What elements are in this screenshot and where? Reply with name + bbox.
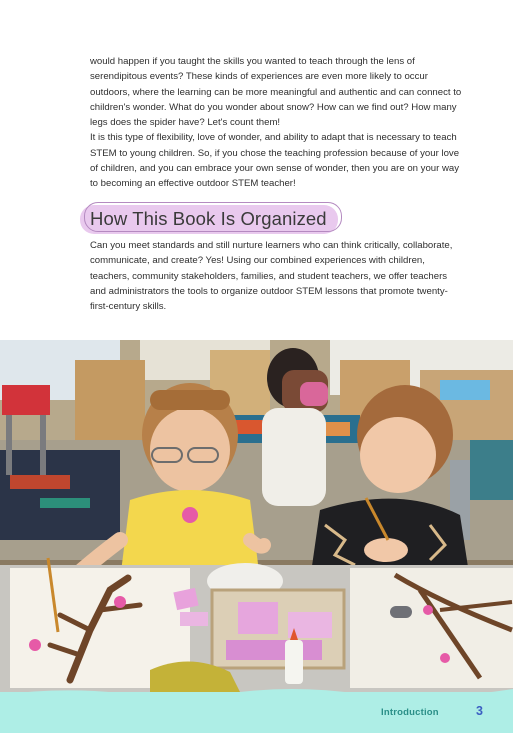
two-girls-painting-trees-photo xyxy=(0,340,513,692)
footer-section-label: Introduction xyxy=(381,707,439,718)
page-number: 3 xyxy=(476,704,483,718)
body-paragraph-3: Can you meet standards and still nurture learners who can think critically, collaborate, communicate, and create? Yes! Using our combined experiences with children, teachers, community stakeholders, families, and student teachers, we offer teachers and administrators the tools to organize outdoor STEM lessons that promote twenty-first-century skills. xyxy=(90,240,453,313)
body-paragraph-1 xyxy=(90,54,462,192)
section-heading xyxy=(80,202,342,238)
classroom-photo xyxy=(0,340,513,692)
section-heading-text: How This Book Is Organized xyxy=(90,208,327,229)
body-text-2: It is this type of flexibility, love of wonder, and ability to adapt that is necessary to teach STEM to young children. So, if you chose the teaching profession because of your love of children, and you can embrace your own sense of wonder, then you are on your way to becoming an effective outdoor STEM teacher! xyxy=(90,132,460,190)
body-text-1: would happen if you taught the skills you wanted to teach through the lens of serendipitous events? These kinds of experiences are even more likely to occur outdoors, where the learning can be more meaningful and authentic and can connect to children's wonder. What do you wonder about snow? How can we find out? How many legs does the spider have? Let's count them! xyxy=(90,56,462,129)
